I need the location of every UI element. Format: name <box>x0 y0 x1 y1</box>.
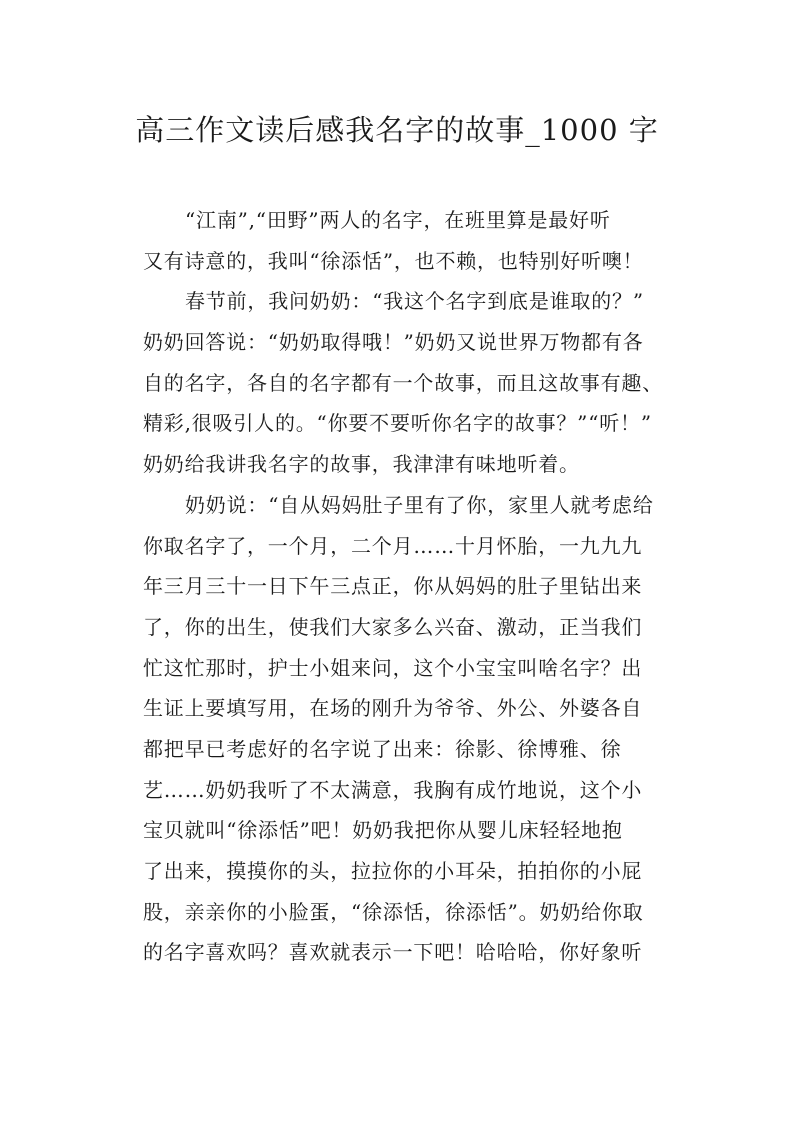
text-line: 艺……奶奶我听了不太满意，我胸有成竹地说，这个小 <box>143 777 643 802</box>
text-line: 奶奶给我讲我名字的故事，我津津有味地听着。 <box>143 452 580 477</box>
text-line: 奶奶回答说：“奶奶取得哦！”奶奶又说世界万物都有各 <box>143 330 644 355</box>
text-line: 自的名字，各自的名字都有一个故事，而且这故事有趣、 <box>143 370 663 395</box>
text-line: 股，亲亲你的小脸蛋，“徐添恬，徐添恬”。奶奶给你取 <box>143 899 644 924</box>
text-line: 你取名字了，一个月，二个月……十月怀胎，一九九九 <box>143 533 643 558</box>
text-line: 宝贝就叫“徐添恬”吧！奶奶我把你从婴儿床轻轻地抱 <box>143 818 623 843</box>
text-line: 忙这忙那时，护士小姐来问，这个小宝宝叫啥名字？出 <box>143 655 643 680</box>
text-line: 奶奶说：“自从妈妈肚子里有了你，家里人就考虑给 <box>185 492 654 517</box>
text-line: 都把早已考虑好的名字说了出来：徐影、徐博雅、徐 <box>143 736 622 761</box>
text-line: 精彩,很吸引人的。“你要不要听你名字的故事？”“听！” <box>143 411 652 436</box>
text-line: “江南”,“田野”两人的名字，在班里算是最好听 <box>185 208 611 232</box>
document-body <box>143 200 673 973</box>
document-title: 高三作文读后感我名字的故事_1000 字 <box>135 113 659 147</box>
text-line: 春节前，我问奶奶：“我这个名字到底是谁取的？” <box>185 289 644 314</box>
text-line: 的名字喜欢吗？喜欢就表示一下吧！哈哈哈，你好象听 <box>143 940 643 965</box>
text-line: 年三月三十一日下午三点正，你从妈妈的肚子里钻出来 <box>143 574 643 599</box>
text-line: 又有诗意的，我叫“徐添恬”，也不赖，也特别好听噢！ <box>143 248 644 273</box>
text-line: 了，你的出生，使我们大家多么兴奋、激动，正当我们 <box>143 614 643 639</box>
text-line: 了出来，摸摸你的头，拉拉你的小耳朵，拍拍你的小屁 <box>143 859 643 883</box>
text-line: 生证上要填写用，在场的刚升为爷爷、外公、外婆各自 <box>143 696 643 721</box>
